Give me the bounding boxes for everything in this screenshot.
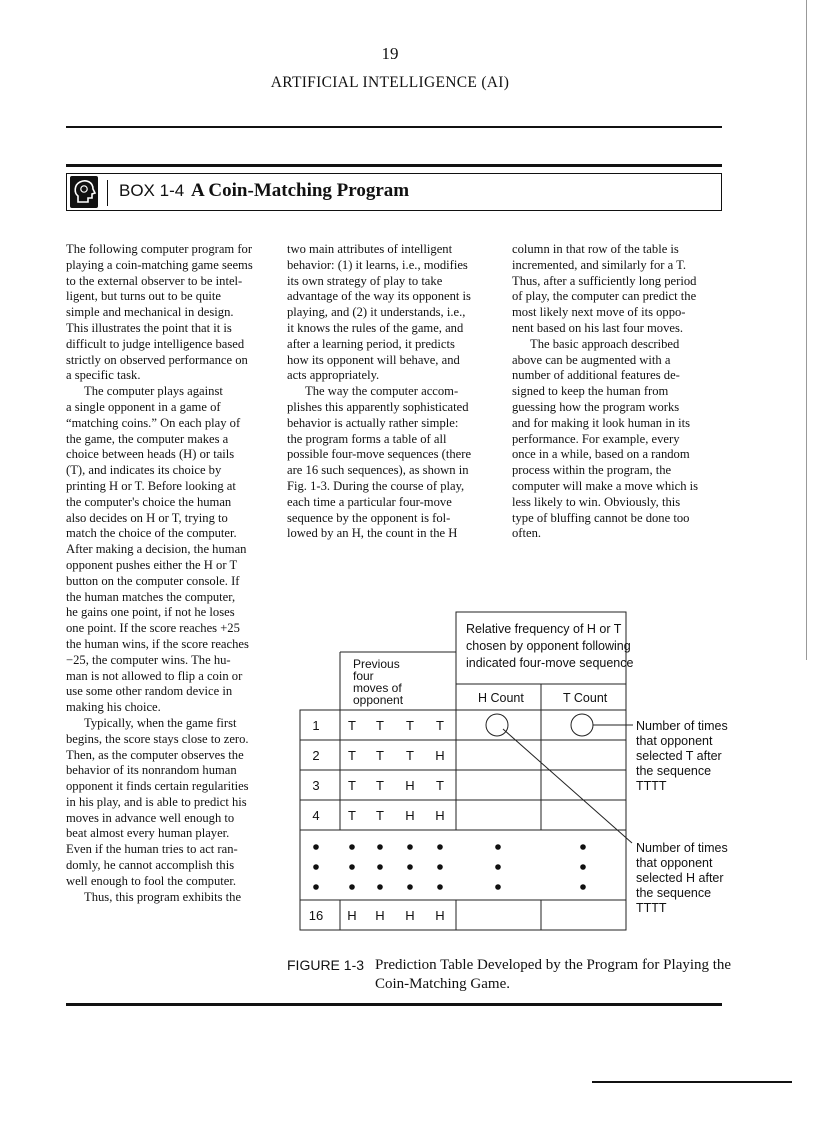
annotation-t-line: the sequence xyxy=(636,764,712,778)
text-line: “matching coins.” On each play of xyxy=(66,415,241,430)
text-line: −25, the computer wins. The hu- xyxy=(66,652,231,667)
annotation-h-line: that opponent xyxy=(636,856,713,870)
text-line: process within the program, the xyxy=(512,463,672,478)
row-number: 16 xyxy=(308,908,324,923)
annotation-t-line: selected T after xyxy=(636,749,722,763)
text-line: it knows the rules of the game, and xyxy=(287,320,464,335)
text-line: button on the computer console. If xyxy=(66,573,240,588)
move-cell: T xyxy=(406,718,414,733)
h-count-header: H Count xyxy=(478,691,524,705)
text-line: Thus, this program exhibits the xyxy=(84,889,242,904)
move-cell: T xyxy=(376,718,384,733)
text-line: its own strategy of play to take xyxy=(287,273,443,288)
text-line: each time a particular four-move xyxy=(287,494,452,509)
move-cell: T xyxy=(406,748,414,763)
text-line: incremented, and similarly for a T. xyxy=(512,257,687,272)
text-line: are 16 such sequences), as shown in xyxy=(287,463,469,478)
text-line: making his choice. xyxy=(66,700,161,715)
text-line: (T), and indicates its choice by xyxy=(66,463,222,478)
text-line: number of additional features de- xyxy=(512,368,680,383)
t-count-cell-marker xyxy=(571,714,593,736)
text-line: in his play, and is able to predict his xyxy=(66,794,247,809)
figure-caption xyxy=(287,956,732,992)
text-line: beat almost every human player. xyxy=(66,826,230,841)
text-line: match the choice of the computer. xyxy=(66,526,237,541)
move-cell: H xyxy=(435,748,445,763)
text-line: computer will make a move which is xyxy=(512,478,699,493)
text-line: man is not allowed to flip a coin or xyxy=(66,668,243,683)
text-line: of play, the computer can predict the xyxy=(512,289,697,304)
annotation-t-line: TTTT xyxy=(636,779,667,793)
freq-header-line: Relative frequency of H or T xyxy=(466,622,622,636)
move-cell: T xyxy=(348,808,356,823)
text-line: plishes this apparently sophisticated xyxy=(287,399,469,414)
prev-header-line: moves of xyxy=(353,681,402,695)
text-line: After making a decision, the human xyxy=(66,542,247,557)
move-cell: T xyxy=(376,808,384,823)
text-line: possible four-move sequences (there xyxy=(287,447,472,462)
move-cell: T xyxy=(436,778,444,793)
text-line: begins, the score stays close to zero. xyxy=(66,731,249,746)
text-line: above can be augmented with a xyxy=(512,352,671,367)
figure-label: FIGURE 1-3 xyxy=(287,957,365,973)
text-line: two main attributes of intelligent xyxy=(287,242,453,256)
box-label: BOX 1-4 xyxy=(119,181,185,200)
footer-rule xyxy=(592,1081,792,1083)
text-line: opponent it finds certain regularities xyxy=(66,779,249,794)
text-line: behavior of its nonrandom human xyxy=(66,763,237,778)
text-line: the game, the computer makes a xyxy=(66,431,229,446)
move-cell: H xyxy=(435,908,445,923)
text-line: and for making it look human in its xyxy=(512,415,691,430)
text-line: after a learning period, it predicts xyxy=(287,336,455,351)
text-line: guessing how the program works xyxy=(512,399,680,414)
move-cell: H xyxy=(405,808,415,823)
text-line: difficult to judge intelligence based xyxy=(66,336,245,351)
annotation-h-line: the sequence xyxy=(636,886,712,900)
row-number: 1 xyxy=(312,718,320,733)
text-line: playing, and (2) it understands, i.e., xyxy=(287,305,466,320)
page-number: 19 xyxy=(381,44,399,63)
text-line: simple and mechanical in design. xyxy=(66,305,234,320)
text-line: the human wins, if the score reaches xyxy=(66,636,249,651)
move-cell: T xyxy=(376,778,384,793)
annotation-h-line: Number of times xyxy=(636,841,728,855)
row-number: 4 xyxy=(312,808,320,823)
text-line: nent based on his last four moves. xyxy=(512,320,684,335)
text-line: a single opponent in a game of xyxy=(66,399,221,414)
prev-header-line: four xyxy=(353,669,374,683)
move-cell: H xyxy=(405,908,415,923)
row-number: 3 xyxy=(312,778,320,793)
text-line: behavior is actually rather simple: xyxy=(287,415,459,430)
text-line: signed to keep the human from xyxy=(512,384,669,399)
box-title: A Coin-Matching Program xyxy=(191,180,410,201)
row-number: 2 xyxy=(312,748,320,763)
running-head: ARTIFICIAL INTELLIGENCE (AI) xyxy=(270,74,510,91)
move-cell: H xyxy=(375,908,385,923)
text-line: type of bluffing cannot be done too xyxy=(512,510,690,525)
text-line: opponent pushes either the H or T xyxy=(66,557,238,572)
text-line: one point. If the score reaches +25 xyxy=(66,621,240,636)
ellipsis-dots xyxy=(313,844,586,890)
text-line: use some other random device in xyxy=(66,684,233,699)
text-line: the computer's choice the human xyxy=(66,494,232,509)
text-line: well enough to fool the computer. xyxy=(66,873,236,888)
h-count-cell-marker xyxy=(486,714,508,736)
text-line: to the external observer to be intel- xyxy=(66,273,243,288)
prev-header-line: Previous xyxy=(353,657,400,671)
annotation-h-line: selected H after xyxy=(636,871,724,885)
text-line: moves in advance well enough to xyxy=(66,810,235,825)
text-line: advantage of the way its opponent is xyxy=(287,289,471,304)
text-line: The basic approach described xyxy=(530,336,680,351)
text-line: printing H or T. Before looking at xyxy=(66,478,236,493)
text-line: Fig. 1-3. During the course of play, xyxy=(287,478,465,493)
bottom-rule xyxy=(66,1003,722,1006)
annotation-t-line: that opponent xyxy=(636,734,713,748)
t-count-header: T Count xyxy=(563,691,608,705)
text-line: lowed by an H, the count in the H xyxy=(287,526,458,541)
text-line: the human matches the computer, xyxy=(66,589,236,604)
text-line: a specific task. xyxy=(66,368,141,383)
move-cell: T xyxy=(436,718,444,733)
figure-caption-text: Prediction Table Developed by the Program for Playing the Coin-Matching Game. xyxy=(375,957,732,992)
text-line: acts appropriately. xyxy=(287,368,380,383)
text-line: once in a while, based on a random xyxy=(512,447,690,462)
move-cell: T xyxy=(348,778,356,793)
text-line: The following computer program for xyxy=(66,242,253,256)
text-line: domly, he cannot accomplish this xyxy=(66,858,235,873)
annotation-t-line: Number of times xyxy=(636,719,728,733)
text-line: ligent, but turns out to be quite xyxy=(66,289,221,304)
freq-header-line: chosen by opponent following xyxy=(466,639,631,653)
text-line: also decides on H or T, trying to xyxy=(66,510,228,525)
text-line: Even if the human tries to act ran- xyxy=(66,842,238,857)
text-line: Then, as the computer observes the xyxy=(66,747,244,762)
text-line: playing a coin-matching game seems xyxy=(66,257,253,272)
move-cell: H xyxy=(347,908,357,923)
text-line: Thus, after a sufficiently long period xyxy=(512,273,697,288)
text-line: performance. For example, every xyxy=(512,431,680,446)
move-cell: H xyxy=(435,808,445,823)
text-line: strictly on observed performance on xyxy=(66,352,248,367)
prev-header-line: opponent xyxy=(353,693,404,707)
annotation-h-line: TTTT xyxy=(636,901,667,915)
text-line: behavior: (1) it learns, i.e., modifies xyxy=(287,257,468,272)
text-line: Typically, when the game first xyxy=(84,715,237,730)
text-line: sequence by the opponent is fol- xyxy=(287,510,451,525)
text-line: how its opponent will behave, and xyxy=(287,352,460,367)
move-cell: T xyxy=(348,748,356,763)
text-line: the program forms a table of all xyxy=(287,431,447,446)
text-line: choice between heads (H) or tails xyxy=(66,447,235,462)
text-line: The computer plays against xyxy=(84,384,223,399)
text-line: column in that row of the table is xyxy=(512,242,679,256)
text-line: The way the computer accom- xyxy=(305,384,459,399)
text-line: often. xyxy=(512,526,542,541)
scan-edge-line xyxy=(806,0,807,660)
text-line: he gains one point, if not he loses xyxy=(66,605,235,620)
move-cell: H xyxy=(405,778,415,793)
move-cell: T xyxy=(376,748,384,763)
text-line: This illustrates the point that it is xyxy=(66,320,232,335)
freq-header-line: indicated four-move sequence xyxy=(466,656,634,670)
text-line: less likely to win. Obviously, this xyxy=(512,494,681,509)
text-line: most likely next move of its oppo- xyxy=(512,305,686,320)
h-pointer-line xyxy=(503,729,632,843)
move-cell: T xyxy=(348,718,356,733)
